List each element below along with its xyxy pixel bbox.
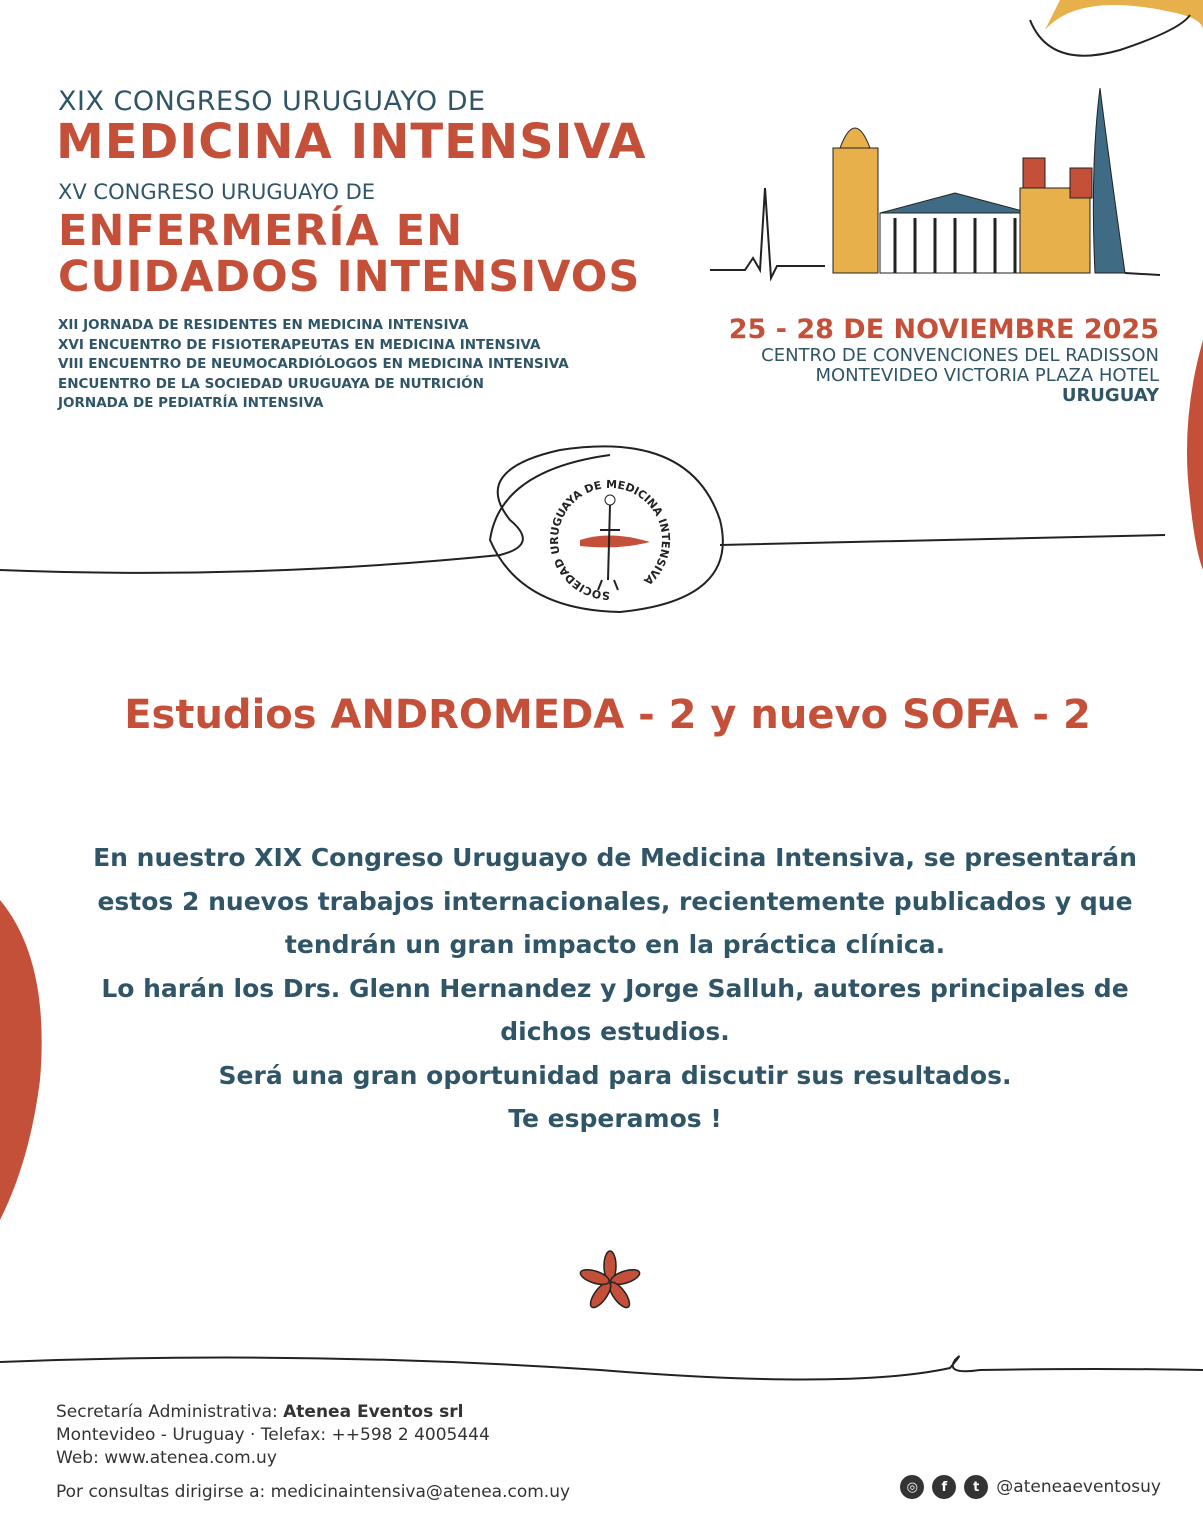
body-line: Te esperamos ! bbox=[508, 1104, 722, 1133]
event-info bbox=[729, 314, 1159, 406]
body-line: En nuestro XIX Congreso Uruguayo de Medicina Intensiva, se presentarán bbox=[93, 843, 1137, 872]
event-venue-1: CENTRO DE CONVENCIONES DEL RADISSON bbox=[761, 345, 1159, 366]
congress-line3: XV CONGRESO URUGUAYO DE bbox=[58, 180, 376, 204]
twitter-icon[interactable]: t bbox=[964, 1475, 988, 1499]
contact-email[interactable]: Por consultas dirigirse a: medicinaintensiva@atenea.com.uy bbox=[56, 1482, 571, 1502]
footer-contact bbox=[56, 1401, 570, 1504]
instagram-icon[interactable]: ◎ bbox=[900, 1475, 924, 1499]
body-line: Será una gran oportunidad para discutir sus resultados. bbox=[218, 1060, 1012, 1090]
body-line: Lo harán los Drs. Glenn Hernandez y Jorge Salluh, autores principales de bbox=[101, 973, 1129, 1003]
congress-title-medicina: MEDICINA INTENSIVA bbox=[56, 114, 647, 170]
event-country: URUGUAY bbox=[1061, 385, 1159, 406]
social-links bbox=[900, 1475, 1161, 1499]
sub-event: VIII ENCUENTRO DE NEUMOCARDIÓLOGOS EN MEDICINA INTENSIVA bbox=[58, 356, 569, 372]
sub-event: XII JORNADA DE RESIDENTES EN MEDICINA INTENSIVA bbox=[58, 317, 469, 333]
social-handle[interactable]: @ateneaeventosuy bbox=[996, 1477, 1161, 1497]
sub-event: ENCUENTRO DE LA SOCIEDAD URUGUAYA DE NUTRICIÓN bbox=[58, 375, 484, 392]
logo-text: SOCIEDAD URUGUAYA DE MEDICINA INTENSIVA bbox=[548, 477, 673, 603]
society-logo bbox=[540, 470, 680, 610]
address-line: Montevideo - Uruguay · Telefax: ++598 2 4005444 bbox=[56, 1425, 490, 1445]
secretaria-label: Secretaría Administrativa: bbox=[56, 1402, 284, 1422]
web-link[interactable]: Web: www.atenea.com.uy bbox=[56, 1448, 277, 1468]
congress-title-enfermeria bbox=[58, 208, 640, 300]
enfermeria-line-b: CUIDADOS INTENSIVOS bbox=[58, 252, 641, 302]
sub-events-list bbox=[58, 316, 569, 414]
facebook-icon[interactable]: f bbox=[932, 1475, 956, 1499]
montevideo-skyline-illustration bbox=[705, 88, 1170, 283]
secretaria-line bbox=[56, 1401, 570, 1424]
body-line: tendrán un gran impacto en la práctica clínica. bbox=[284, 930, 946, 959]
body-line: dichos estudios. bbox=[500, 1017, 730, 1046]
main-body bbox=[60, 836, 1170, 1141]
sub-event: XVI ENCUENTRO DE FISIOTERAPEUTAS EN MEDICINA INTENSIVA bbox=[58, 336, 541, 353]
body-line: estos 2 nuevos trabajos internacionales, recientemente publicados y que bbox=[97, 886, 1133, 916]
flower-icon bbox=[579, 1251, 642, 1311]
secretaria-name: Atenea Eventos srl bbox=[283, 1402, 464, 1422]
congress-line1: XIX CONGRESO URUGUAYO DE bbox=[58, 86, 486, 117]
enfermeria-line-a: ENFERMERÍA EN bbox=[58, 206, 464, 256]
sub-event: JORNADA DE PEDIATRÍA INTENSIVA bbox=[58, 395, 324, 411]
event-venue-2: MONTEVIDEO VICTORIA PLAZA HOTEL bbox=[815, 365, 1159, 386]
event-dates: 25 - 28 DE NOVIEMBRE 2025 bbox=[728, 314, 1159, 345]
main-title: Estudios ANDROMEDA - 2 y nuevo SOFA - 2 bbox=[124, 692, 1091, 738]
